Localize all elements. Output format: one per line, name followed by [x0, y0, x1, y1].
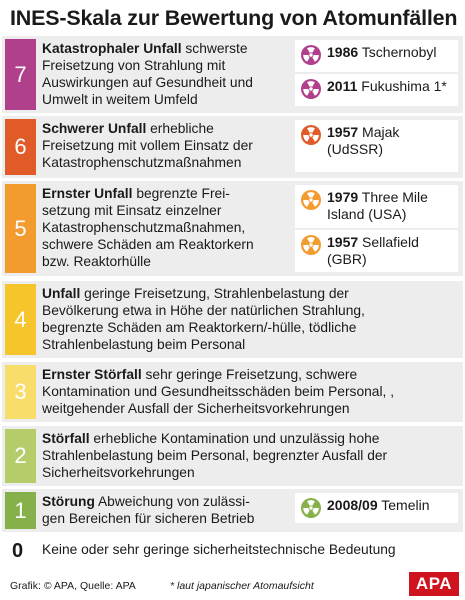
- radiation-icon: [301, 45, 321, 65]
- level-name: Schwerer Unfall: [42, 121, 147, 136]
- level-number: 6: [5, 119, 36, 175]
- radiation-icon: [301, 125, 321, 145]
- level-number: 7: [5, 39, 36, 110]
- level-name: Störung: [42, 494, 95, 509]
- level-2-row: [2, 426, 463, 486]
- radiation-icon: [301, 190, 321, 210]
- level-name: Katastrophaler Unfall: [42, 41, 182, 56]
- event-majak: 1957 Majak (UdSSR): [295, 120, 458, 172]
- level-description: Störung Abweichung von zulässi- gen Bereichen für sicheren Betrieb: [42, 494, 255, 526]
- level-description: Ernster Störfall sehr geringe Freisetzung, schwere Kontamination und Gesundheitsschäden beim Personal, , weitgehender Ausfall der Sicherheitsvorkehrungen: [42, 367, 395, 416]
- level-number: 1: [5, 492, 36, 529]
- event-fukushima: 2011 Fukushima 1*: [295, 74, 458, 106]
- level-3-row: [2, 362, 463, 422]
- level-number: 4: [5, 284, 36, 355]
- level-name: Unfall: [42, 286, 81, 301]
- level-0-row: [2, 537, 463, 565]
- level-description: Unfall geringe Freisetzung, Strahlenbelastung der Bevölkerung etwa in Höhe der natürlichen Strahlung, begrenzte Schäden am Reaktorkern/-hülle, tödliche Strahlenbelastung beim Personal: [42, 286, 365, 352]
- event-sellafield: 1957 Sellafield (GBR): [295, 230, 458, 272]
- level-number: 3: [5, 365, 36, 419]
- level-name: Ernster Störfall: [42, 367, 142, 382]
- radiation-icon: [301, 79, 321, 99]
- level-description: Schwerer Unfall erhebliche Freisetzung mit vollem Einsatz der Katastrophenschutzmaßnahmen: [42, 121, 253, 170]
- level-description: Störfall erhebliche Kontamination und unzulässig hohe Strahlenbelastung beim Personal, begrenzter Ausfall der Sicherheitsvorkehrungen: [42, 431, 388, 480]
- credit-text: Grafik: © APA, Quelle: APA: [10, 580, 136, 592]
- apa-logo: APA: [409, 572, 459, 596]
- level-number: 5: [5, 184, 36, 273]
- level-number: 0: [12, 540, 24, 562]
- level-description: Ernster Unfall begrenzte Frei- setzung mit Einsatz einzelner Katastrophenschutzmaßnahmen, schwere Schäden am Reaktorkern bzw. Reaktorhülle: [42, 186, 254, 269]
- radiation-icon: [301, 235, 321, 255]
- level-description: Katastrophaler Unfall schwerste Freisetzung von Strahlung mit Auswirkungen auf Gesundheit und Umwelt in weitem Umfeld: [42, 41, 253, 107]
- level-name: Ernster Unfall: [42, 186, 133, 201]
- level-description: Keine oder sehr geringe sicherheitstechnische Bedeutung: [42, 542, 396, 557]
- event-temelin: 2008/09 Temelin: [295, 493, 458, 523]
- event-three-mile-island: 1979 Three Mile Island (USA): [295, 185, 458, 228]
- level-name: Störfall: [42, 431, 90, 446]
- footnote-text: * laut japanischer Atomaufsicht: [170, 580, 314, 592]
- radiation-icon: [301, 498, 321, 518]
- level-4-row: [2, 281, 463, 358]
- page-title: INES-Skala zur Bewertung von Atomunfällen: [10, 6, 458, 30]
- level-number: 2: [5, 429, 36, 483]
- event-tschernobyl: 1986 Tschernobyl: [295, 40, 458, 72]
